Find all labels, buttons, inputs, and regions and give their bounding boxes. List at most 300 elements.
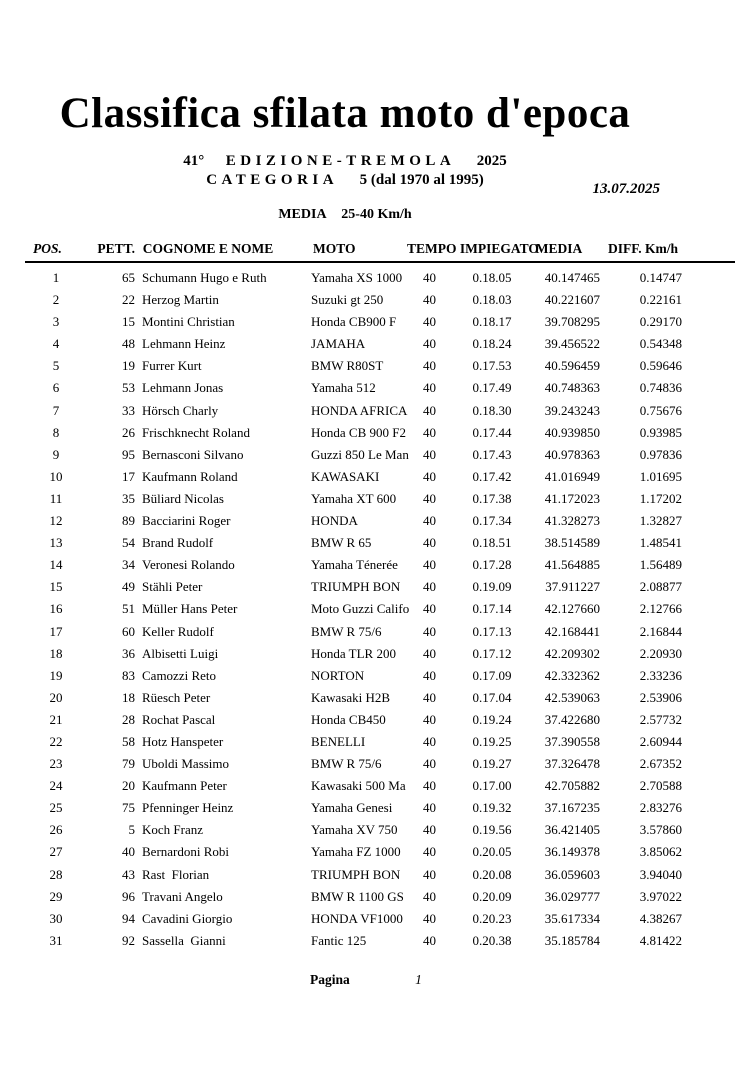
cell-position: 5	[52, 358, 60, 374]
cell-impiegato: 0.19.56	[472, 822, 512, 838]
cell-name: Lehmann Heinz	[142, 336, 226, 352]
cell-media: 42.539063	[544, 689, 600, 705]
cell-tempo: 40	[423, 557, 436, 573]
cell-number: 96	[122, 888, 135, 904]
cell-diff: 2.57732	[639, 711, 682, 727]
cell-impiegato: 0.18.05	[472, 270, 512, 285]
cell-impiegato: 0.19.32	[472, 800, 512, 816]
header-moto: MOTO	[313, 241, 356, 256]
cell-tempo: 40	[423, 601, 436, 617]
cell-number: 58	[122, 733, 135, 749]
cell-name: Hotz Hanspeter	[142, 733, 224, 749]
cell-diff: 0.54348	[639, 336, 682, 352]
cell-moto: Honda TLR 200	[311, 645, 396, 661]
cell-tempo: 40	[423, 402, 436, 418]
edition-line	[0, 152, 690, 171]
cell-position: 10	[49, 468, 63, 484]
cell-position: 11	[49, 490, 63, 506]
cell-tempo: 40	[423, 336, 436, 352]
cell-diff: 4.81422	[639, 932, 682, 948]
table-row	[25, 355, 735, 377]
cell-moto: NORTON	[311, 667, 365, 683]
cell-moto: BMW R 65	[311, 535, 372, 551]
cell-impiegato: 0.19.25	[472, 733, 512, 749]
cell-impiegato: 0.17.49	[472, 380, 512, 396]
cell-number: 49	[122, 579, 135, 595]
cell-impiegato: 0.17.04	[472, 689, 512, 705]
cell-moto: Guzzi 850 Le Man	[311, 446, 409, 462]
cell-media: 40.147465	[544, 270, 600, 285]
table-row	[25, 333, 735, 355]
cell-name: Kaufmann Roland	[142, 468, 238, 484]
table-row	[25, 841, 735, 863]
media-line	[0, 207, 690, 223]
cell-number: 65	[122, 270, 135, 285]
cell-position: 7	[52, 402, 60, 418]
cell-number: 35	[122, 490, 135, 506]
cell-impiegato: 0.17.28	[472, 557, 512, 573]
cell-media: 40.221607	[544, 292, 600, 308]
cell-media: 42.705882	[544, 778, 600, 794]
cell-tempo: 40	[423, 446, 436, 462]
cell-media: 40.978363	[544, 446, 600, 462]
cell-position: 25	[49, 800, 63, 816]
cell-moto: Moto Guzzi Califo	[311, 601, 410, 617]
cell-number: 89	[122, 513, 135, 529]
cell-tempo: 40	[423, 623, 436, 639]
cell-number: 36	[122, 645, 135, 661]
cell-tempo: 40	[423, 490, 436, 506]
cell-number: 40	[122, 844, 135, 860]
cell-position: 8	[52, 424, 60, 440]
table-row	[25, 819, 735, 841]
cell-name: Uboldi Massimo	[142, 756, 230, 772]
cell-position: 30	[49, 910, 63, 926]
cell-diff: 0.22161	[639, 292, 682, 308]
cell-tempo: 40	[423, 866, 436, 882]
table-row	[25, 488, 735, 510]
cell-moto: Yamaha Genesi	[311, 800, 393, 816]
category-label: CATEGORIA	[206, 172, 339, 188]
cell-tempo: 40	[423, 380, 436, 396]
cell-name: Hörsch Charly	[142, 402, 219, 418]
table-row	[25, 532, 735, 554]
cell-moto: BMW R 75/6	[311, 623, 382, 639]
cell-tempo: 40	[423, 270, 436, 285]
cell-media: 37.167235	[544, 800, 600, 816]
table-row	[25, 311, 735, 333]
cell-moto: Kawasaki H2B	[311, 689, 391, 705]
cell-name: Rüesch Peter	[142, 689, 211, 705]
cell-diff: 2.16844	[639, 623, 682, 639]
table-row	[25, 444, 735, 466]
cell-tempo: 40	[423, 535, 436, 551]
cell-moto: HONDA	[311, 513, 358, 529]
cell-name: Sassella Gianni	[142, 932, 226, 948]
cell-name: Brand Rudolf	[142, 535, 214, 551]
cell-diff: 2.67352	[639, 756, 682, 772]
cell-name: Bernardoni Robi	[142, 844, 230, 860]
cell-impiegato: 0.20.09	[472, 888, 512, 904]
cell-name: Pfenninger Heinz	[142, 800, 234, 816]
cell-media: 42.168441	[544, 623, 600, 639]
cell-position: 21	[49, 711, 63, 727]
edition-year: 2025	[476, 153, 507, 169]
cell-number: 18	[122, 689, 135, 705]
cell-position: 22	[49, 733, 63, 749]
cell-media: 40.939850	[544, 424, 600, 440]
cell-position: 9	[52, 446, 60, 462]
cell-media: 41.172023	[544, 490, 600, 506]
cell-name: Büliard Nicolas	[142, 490, 224, 506]
cell-name: Frischknecht Roland	[142, 424, 250, 440]
cell-moto: BENELLI	[311, 733, 366, 749]
cell-moto: Fantic 125	[311, 932, 367, 948]
cell-media: 36.421405	[544, 822, 600, 838]
cell-name: Albisetti Luigi	[142, 645, 219, 661]
cell-number: 48	[122, 336, 135, 352]
cell-moto: JAMAHA	[311, 336, 366, 352]
results-table	[25, 238, 735, 952]
cell-position: 15	[49, 579, 63, 595]
cell-media: 36.059603	[544, 866, 600, 882]
cell-diff: 2.08877	[639, 579, 682, 595]
cell-impiegato: 0.18.03	[472, 292, 512, 308]
cell-diff: 0.74836	[639, 380, 682, 396]
cell-number: 22	[122, 292, 135, 308]
cell-tempo: 40	[423, 667, 436, 683]
table-row	[25, 643, 735, 665]
cell-impiegato: 0.18.24	[472, 336, 512, 352]
cell-number: 19	[122, 358, 135, 374]
cell-diff: 0.59646	[639, 358, 682, 374]
cell-media: 37.422680	[544, 711, 600, 727]
table-row	[25, 400, 735, 422]
table-header-row	[25, 238, 735, 263]
cell-impiegato: 0.18.51	[472, 535, 512, 551]
media-label: MEDIA	[278, 207, 326, 222]
page-number: 1	[415, 972, 422, 987]
cell-number: 75	[122, 800, 135, 816]
cell-position: 18	[49, 645, 63, 661]
cell-impiegato: 0.20.38	[472, 932, 512, 948]
cell-moto: Honda CB 900 F2	[311, 424, 406, 440]
cell-number: 83	[122, 667, 135, 683]
document-date: 13.07.2025	[592, 181, 660, 197]
cell-moto: Kawasaki 500 Ma	[311, 778, 406, 794]
cell-tempo: 40	[423, 733, 436, 749]
cell-position: 17	[49, 623, 63, 639]
cell-impiegato: 0.17.00	[472, 778, 512, 794]
cell-impiegato: 0.18.30	[472, 402, 512, 418]
cell-moto: Yamaha 512	[311, 380, 376, 396]
cell-number: 79	[122, 756, 135, 772]
header-media: MEDIA	[535, 241, 583, 256]
cell-diff: 1.56489	[639, 557, 682, 573]
cell-name: Kaufmann Peter	[142, 778, 227, 794]
cell-impiegato: 0.20.23	[472, 910, 512, 926]
cell-diff: 2.70588	[639, 778, 682, 794]
cell-position: 13	[49, 535, 63, 551]
cell-name: Bernasconi Silvano	[142, 446, 244, 462]
cell-moto: BMW R 1100 GS	[311, 888, 404, 904]
cell-impiegato: 0.17.12	[472, 645, 512, 661]
cell-name: Cavadini Giorgio	[142, 910, 233, 926]
cell-number: 51	[122, 601, 135, 617]
table-row	[25, 930, 735, 952]
cell-number: 15	[122, 314, 135, 330]
table-row	[25, 864, 735, 886]
cell-diff: 1.32827	[639, 513, 682, 529]
cell-name: Travani Angelo	[142, 888, 223, 904]
cell-media: 37.911227	[545, 579, 600, 595]
cell-media: 35.185784	[544, 932, 600, 948]
cell-tempo: 40	[423, 579, 436, 595]
cell-number: 5	[128, 822, 135, 838]
cell-tempo: 40	[423, 756, 436, 772]
cell-number: 33	[122, 402, 135, 418]
cell-name: Bacciarini Roger	[142, 513, 231, 529]
cell-moto: BMW R80ST	[311, 358, 384, 374]
cell-diff: 3.94040	[639, 866, 682, 882]
cell-tempo: 40	[423, 844, 436, 860]
cell-diff: 4.38267	[639, 910, 682, 926]
cell-media: 42.127660	[544, 601, 600, 617]
cell-tempo: 40	[423, 800, 436, 816]
cell-number: 28	[122, 711, 135, 727]
cell-number: 53	[122, 380, 135, 396]
table-row	[25, 753, 735, 775]
cell-tempo: 40	[423, 513, 436, 529]
table-row	[25, 598, 735, 620]
table-row	[25, 709, 735, 731]
cell-media: 41.016949	[544, 468, 600, 484]
cell-impiegato: 0.19.09	[472, 579, 512, 595]
cell-moto: BMW R 75/6	[311, 756, 382, 772]
header-pett: PETT.	[97, 241, 135, 256]
cell-media: 42.332362	[544, 667, 600, 683]
cell-number: 95	[122, 446, 135, 462]
cell-tempo: 40	[423, 888, 436, 904]
cell-impiegato: 0.17.53	[472, 358, 512, 374]
cell-position: 27	[49, 844, 63, 860]
cell-impiegato: 0.17.14	[472, 601, 512, 617]
cell-impiegato: 0.20.05	[472, 844, 512, 860]
cell-diff: 0.29170	[639, 314, 682, 330]
cell-number: 34	[122, 557, 135, 573]
cell-position: 16	[49, 601, 63, 617]
cell-name: Camozzi Reto	[142, 667, 217, 683]
footer-label: Pagina	[310, 972, 350, 987]
table-row	[25, 510, 735, 532]
cell-diff: 3.57860	[639, 822, 682, 838]
cell-moto: Honda CB450	[311, 711, 386, 727]
cell-media: 39.243243	[544, 402, 600, 418]
table-row	[25, 665, 735, 687]
cell-position: 12	[49, 513, 63, 529]
cell-media: 40.748363	[544, 380, 600, 396]
cell-position: 24	[49, 778, 63, 794]
cell-impiegato: 0.18.17	[472, 314, 512, 330]
cell-position: 20	[49, 689, 63, 705]
table-row	[25, 267, 735, 289]
cell-media: 40.596459	[544, 358, 600, 374]
results-body	[25, 267, 735, 952]
cell-number: 17	[122, 468, 135, 484]
cell-media: 39.708295	[544, 314, 600, 330]
table-row	[25, 576, 735, 598]
cell-diff: 1.17202	[639, 490, 682, 506]
table-row	[25, 621, 735, 643]
category-value: 5 (dal 1970 al 1995)	[359, 172, 484, 188]
cell-tempo: 40	[423, 932, 436, 948]
category-line	[0, 171, 690, 190]
cell-impiegato: 0.17.38	[472, 490, 512, 506]
cell-diff: 0.97836	[639, 446, 682, 462]
header-diff: DIFF. Km/h	[607, 241, 678, 256]
header-pos: POS.	[33, 241, 62, 256]
media-value: 25-40 Km/h	[341, 207, 412, 222]
cell-moto: TRIUMPH BON	[311, 579, 401, 595]
cell-moto: HONDA AFRICA	[311, 402, 408, 418]
cell-diff: 0.14747	[639, 270, 682, 285]
cell-tempo: 40	[423, 711, 436, 727]
cell-moto: Yamaha Ténerée	[311, 557, 398, 573]
cell-tempo: 40	[423, 292, 436, 308]
cell-diff: 2.53906	[639, 689, 682, 705]
cell-name: Rast Florian	[142, 866, 210, 882]
cell-media: 37.326478	[544, 756, 600, 772]
edition-number: 41°	[183, 153, 205, 169]
cell-number: 43	[122, 866, 135, 882]
header-tempo: TEMPO IMPIEGATO	[407, 241, 539, 256]
cell-diff: 2.83276	[639, 800, 682, 816]
cell-diff: 1.48541	[639, 535, 682, 551]
cell-position: 19	[49, 667, 63, 683]
cell-number: 92	[122, 932, 135, 948]
cell-name: Koch Franz	[142, 822, 204, 838]
cell-name: Montini Christian	[142, 314, 235, 330]
cell-name: Herzog Martin	[142, 292, 219, 308]
cell-number: 94	[122, 910, 135, 926]
page-title: Classifica sfilata moto d'epoca	[59, 90, 631, 137]
cell-moto: Yamaha XS 1000	[311, 270, 403, 285]
header-name: COGNOME E NOME	[142, 241, 274, 256]
cell-diff: 2.20930	[639, 645, 682, 661]
cell-media: 39.456522	[544, 336, 600, 352]
cell-position: 28	[49, 866, 63, 882]
cell-position: 2	[52, 292, 60, 308]
table-row	[25, 797, 735, 819]
table-row	[25, 731, 735, 753]
cell-position: 26	[49, 822, 63, 838]
cell-moto: Suzuki gt 250	[311, 292, 384, 308]
cell-media: 37.390558	[544, 733, 600, 749]
edition-name: EDIZIONE-TREMOLA	[225, 153, 456, 169]
cell-moto: Yamaha XT 600	[311, 490, 397, 506]
table-row	[25, 775, 735, 797]
cell-name: Furrer Kurt	[142, 358, 202, 374]
cell-tempo: 40	[423, 645, 436, 661]
cell-media: 41.564885	[544, 557, 600, 573]
cell-moto: Yamaha FZ 1000	[311, 844, 401, 860]
table-row	[25, 886, 735, 908]
cell-position: 14	[49, 557, 63, 573]
cell-tempo: 40	[423, 778, 436, 794]
cell-moto: KAWASAKI	[311, 468, 380, 484]
cell-tempo: 40	[423, 424, 436, 440]
table-row	[25, 687, 735, 709]
cell-tempo: 40	[423, 689, 436, 705]
cell-tempo: 40	[423, 358, 436, 374]
cell-tempo: 40	[423, 822, 436, 838]
cell-impiegato: 0.17.34	[472, 513, 512, 529]
cell-number: 54	[122, 535, 135, 551]
table-row	[25, 554, 735, 576]
cell-position: 3	[52, 314, 60, 330]
cell-diff: 2.12766	[639, 601, 682, 617]
cell-name: Lehmann Jonas	[142, 380, 224, 396]
cell-moto: HONDA VF1000	[311, 910, 403, 926]
cell-media: 38.514589	[544, 535, 600, 551]
cell-diff: 0.75676	[639, 402, 682, 418]
cell-diff: 2.33236	[639, 667, 682, 683]
cell-name: Stähli Peter	[142, 579, 203, 595]
cell-name: Rochat Pascal	[142, 711, 216, 727]
cell-media: 41.328273	[544, 513, 600, 529]
cell-name: Keller Rudolf	[142, 623, 214, 639]
cell-impiegato: 0.19.24	[472, 711, 512, 727]
cell-impiegato: 0.17.44	[472, 424, 512, 440]
cell-media: 35.617334	[544, 910, 600, 926]
cell-moto: TRIUMPH BON	[311, 866, 401, 882]
cell-tempo: 40	[423, 314, 436, 330]
page-footer	[310, 972, 422, 988]
cell-position: 1	[52, 270, 60, 285]
table-row	[25, 908, 735, 930]
cell-tempo: 40	[423, 910, 436, 926]
cell-number: 26	[122, 424, 135, 440]
cell-diff: 2.60944	[639, 733, 682, 749]
cell-media: 42.209302	[544, 645, 600, 661]
table-row	[25, 466, 735, 488]
cell-number: 60	[122, 623, 135, 639]
cell-media: 36.149378	[544, 844, 600, 860]
cell-impiegato: 0.20.08	[472, 866, 512, 882]
cell-position: 6	[52, 380, 60, 396]
cell-impiegato: 0.17.13	[472, 623, 512, 639]
cell-number: 20	[122, 778, 135, 794]
cell-media: 36.029777	[544, 888, 600, 904]
table-row	[25, 377, 735, 399]
cell-tempo: 40	[423, 468, 436, 484]
cell-position: 29	[49, 888, 63, 904]
table-row	[25, 289, 735, 311]
cell-moto: Yamaha XV 750	[311, 822, 398, 838]
cell-impiegato: 0.19.27	[472, 756, 512, 772]
cell-moto: Honda CB900 F	[311, 314, 397, 330]
cell-position: 31	[49, 932, 63, 948]
table-row	[25, 422, 735, 444]
cell-impiegato: 0.17.43	[472, 446, 512, 462]
cell-impiegato: 0.17.42	[472, 468, 512, 484]
cell-diff: 0.93985	[639, 424, 682, 440]
cell-diff: 1.01695	[639, 468, 682, 484]
cell-position: 4	[52, 336, 60, 352]
cell-diff: 3.85062	[639, 844, 682, 860]
cell-impiegato: 0.17.09	[472, 667, 512, 683]
cell-diff: 3.97022	[639, 888, 682, 904]
